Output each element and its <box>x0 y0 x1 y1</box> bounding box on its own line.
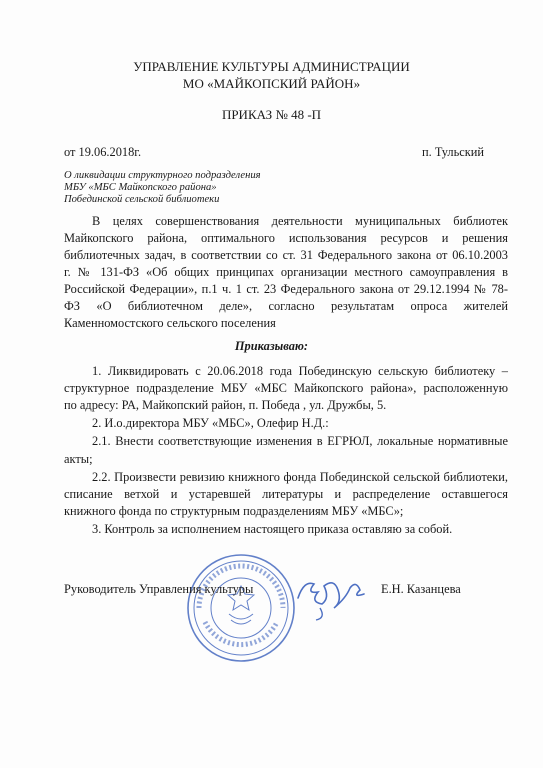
preamble-line-3: библиотечных задач, в соответствии со ст. 31 Федерального закона от 06.10.2003 <box>64 248 508 262</box>
subject-line-2: МБУ «МБС Майкопского района» <box>64 182 217 193</box>
org-name-line-2: МО «МАЙКОПСКИЙ РАЙОН» <box>182 76 361 91</box>
item-2-1-line-2: акты; <box>64 452 93 466</box>
item-2: 2. И.о.директора МБУ «МБС», Олефир Н.Д.: <box>92 416 329 430</box>
item-3: 3. Контроль за исполнением настоящего приказа оставляю за собой. <box>92 522 453 536</box>
official-stamp <box>185 552 297 664</box>
handwritten-signature <box>290 568 370 624</box>
subject-line-3: Побединской сельской библиотеки <box>64 194 220 205</box>
item-1-line-1: 1. Ликвидировать с 20.06.2018 года Побединскую сельскую библиотеку – <box>92 364 508 378</box>
org-name-line-1: УПРАВЛЕНИЕ КУЛЬТУРЫ АДМИНИСТРАЦИИ <box>133 59 410 74</box>
item-1-line-3: по адресу: РА, Майкопский район, п. Победа , ул. Дружбы, 5. <box>64 398 387 412</box>
item-2-2-line-2: списание ветхой и устаревшей литературы и распределение оставшегося <box>64 487 508 501</box>
order-place: п. Тульский <box>422 145 485 159</box>
order-title: ПРИКАЗ № 48 -П <box>221 107 322 122</box>
order-date: от 19.06.2018г. <box>64 145 142 159</box>
preamble-line-2: Майкопского района, оптимального использования ресурсов и решения <box>64 231 508 245</box>
preamble-line-7: Каменномостского сельского поселения <box>64 316 276 330</box>
order-word: Приказываю: <box>234 339 309 353</box>
signatory-name: Е.Н. Казанцева <box>381 582 461 596</box>
preamble-line-6: ФЗ «О библиотечном деле», согласно результатам опроса жителей <box>64 299 508 313</box>
preamble-line-1: В целях совершенствования деятельности муниципальных библиотек <box>92 214 508 228</box>
item-2-1-line-1: 2.1. Внести соответствующие изменения в ЕГРЮЛ, локальные нормативные <box>92 434 508 448</box>
preamble-line-5: Российской Федерации», п.1 ч. 1 ст. 23 Федерального закона от 29.12.1994 № 78- <box>64 282 508 296</box>
item-2-2-line-1: 2.2. Произвести ревизию книжного фонда Побединской сельской библиотеки, <box>92 470 508 484</box>
item-1-line-2: структурное подразделение МБУ «МБС Майкопского района», расположенную <box>64 381 508 395</box>
subject-line-1: О ликвидации структурного подразделения <box>64 170 261 181</box>
item-2-2-line-3: книжного фонда по структурным подразделениям МБУ «МБС»; <box>64 504 404 518</box>
preamble-line-4: г. № 131-ФЗ «Об общих принципах организации местного самоуправления в <box>64 265 508 279</box>
signatory-position: Руководитель Управления культуры <box>64 582 254 596</box>
